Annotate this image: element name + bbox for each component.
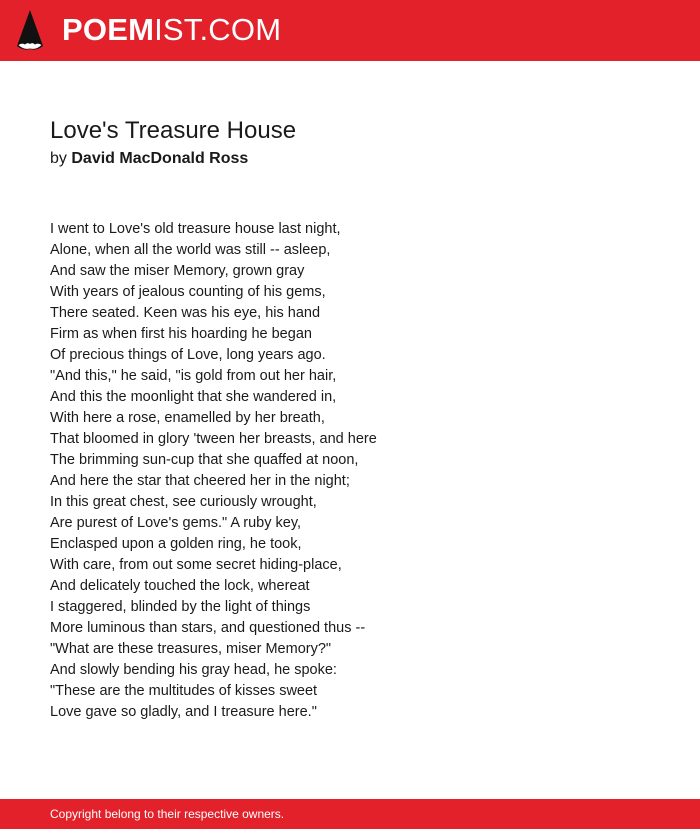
poem-line: That bloomed in glory 'tween her breasts, and here — [50, 431, 377, 447]
poem-line: With care, from out some secret hiding-place, — [50, 557, 342, 573]
poem-line: I staggered, blinded by the light of things — [50, 599, 311, 615]
poem-line: In this great chest, see curiously wrought, — [50, 494, 317, 510]
byline-prefix: by — [50, 150, 67, 167]
logo-text-bold: POEM — [62, 12, 155, 47]
poem-line: "What are these treasures, miser Memory?" — [50, 641, 332, 657]
poem-line: And slowly bending his gray head, he spoke: — [50, 662, 337, 678]
poem-line: I went to Love's old treasure house last night, — [50, 221, 341, 237]
poem-line: Of precious things of Love, long years ago. — [50, 347, 326, 363]
poem-line: Alone, when all the world was still -- asleep, — [50, 242, 331, 258]
poem-line: And here the star that cheered her in the night; — [50, 473, 350, 489]
poem-line: More luminous than stars, and questioned thus -- — [50, 620, 366, 636]
poem-line: And this the moonlight that she wandered in, — [50, 389, 337, 405]
poem-author: David MacDonald Ross — [71, 150, 249, 167]
poem-line: The brimming sun-cup that she quaffed at noon, — [50, 452, 359, 468]
site-header — [0, 0, 700, 61]
poem-line: Love gave so gladly, and I treasure here." — [50, 704, 317, 720]
poem-line: And saw the miser Memory, grown gray — [50, 263, 305, 279]
pencil-tip-icon — [17, 10, 43, 51]
site-footer — [0, 799, 700, 829]
site-logo-text — [62, 12, 281, 48]
poem-line: There seated. Keen was his eye, his hand — [50, 305, 321, 321]
copyright-notice: Copyright belong to their respective owners. — [50, 807, 285, 821]
poem-line: Firm as when first his hoarding he began — [50, 326, 312, 342]
poem-title: Love's Treasure House — [50, 117, 297, 144]
logo-text-light: IST.COM — [154, 12, 282, 47]
poem-line: With here a rose, enamelled by her breath, — [50, 410, 325, 426]
poem-line: "And this," he said, "is gold from out her hair, — [50, 368, 337, 384]
poem-line: Enclasped upon a golden ring, he took, — [50, 536, 302, 552]
poem-line: "These are the multitudes of kisses sweet — [50, 683, 318, 699]
poem-body — [50, 219, 377, 723]
poem-line: And delicately touched the lock, whereat — [50, 578, 310, 594]
poem-line: With years of jealous counting of his gems, — [50, 284, 326, 300]
poem-line: Are purest of Love's gems." A ruby key, — [50, 515, 302, 531]
poem-byline — [50, 149, 248, 169]
